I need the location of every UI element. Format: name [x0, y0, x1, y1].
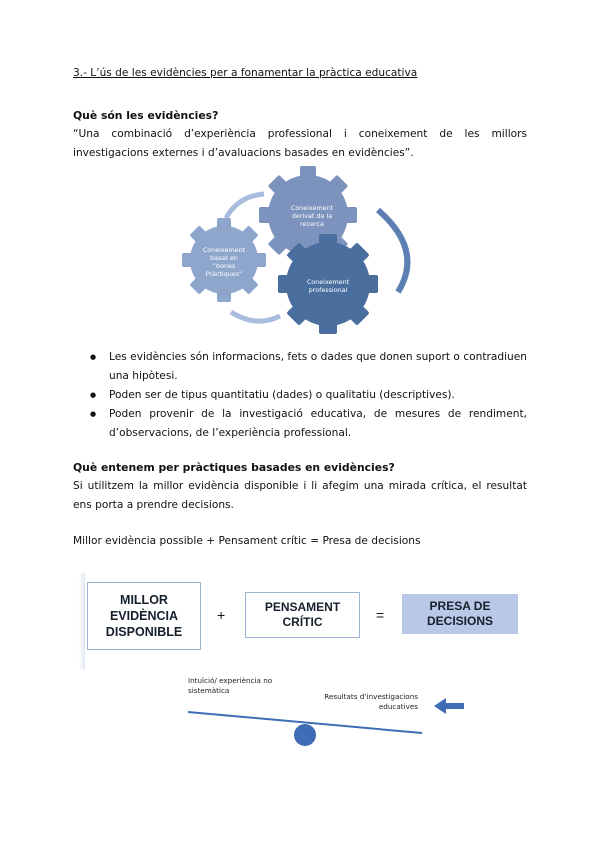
bullet-item: ● Poden ser de tipus quantitatiu (dades) o qualitatiu (descriptives).: [91, 386, 527, 405]
practices-paragraph: Si utilitzem la millor evidència disponible i li afegim una mirada crítica, el resultat ens porta a prendre decisions.: [73, 480, 527, 511]
arrow-left-top: [226, 194, 264, 218]
gear-top-line-2: derivat de la: [291, 212, 333, 220]
section-title: 3.- L’ús de les evidències per a fonamentar la pràctica educativa: [73, 67, 418, 79]
bullet-item: ● Les evidències són informacions, fets o dades que donen suport o contradiuen una hipòtesi.: [91, 348, 527, 386]
evidence-bullet-list: [91, 348, 527, 443]
gear-professional: [278, 234, 378, 334]
arrow-left-icon: [434, 698, 464, 714]
gear-bottom-line-1: Coneixement: [306, 278, 350, 286]
gear-left-line-4: Pràctiques”: [205, 270, 243, 278]
gear-top-line-3: recerca: [300, 220, 324, 228]
box-best-evidence: [87, 582, 201, 650]
gear-bottom-line-2: professional: [308, 286, 348, 294]
gear-good-practices: [182, 218, 266, 302]
box-critical-thinking-label: PENSAMENT CRÍTIC: [264, 600, 341, 629]
box-decision-making: [402, 594, 518, 634]
gears-diagram: [176, 160, 432, 350]
gear-left-line-1: Coneixement: [202, 246, 246, 254]
quote-definition: “Una combinació d’experiència professional i coneixement de les millors investigacions externes i d’avaluacions basades en evidències”.: [73, 128, 527, 159]
equals-sign: =: [376, 607, 385, 623]
gear-left-line-3: “bones: [212, 262, 236, 270]
balance-left-label: Intuïció/ experiència no sistemàtica: [188, 676, 273, 695]
gear-top-line-1: Coneixement: [290, 204, 334, 212]
arrow-bottom: [231, 312, 280, 321]
box-decision-making-label: PRESA DE DECISIONS: [426, 599, 493, 628]
balance-graphic: [186, 690, 476, 750]
arrow-right: [378, 210, 407, 292]
plus-sign: +: [217, 607, 226, 623]
balance-right-label: Resultats d’investigacions educatives: [324, 692, 418, 711]
heading-what-are-evidences: Què són les evidències?: [73, 109, 219, 122]
bullet-item: ● Poden provenir de la investigació educativa, de mesures de rendiment, d’observacions, de l’experiència professional.: [91, 405, 527, 443]
box-critical-thinking: [245, 592, 360, 638]
decision-formula: Millor evidència possible + Pensament crític = Presa de decisions: [73, 535, 421, 547]
box-best-evidence-label: MILLOR EVIDÈNCIA DISPONIBLE: [105, 593, 183, 639]
diagram-left-shade: [79, 573, 85, 669]
balance-fulcrum: [294, 724, 316, 746]
gear-left-line-2: basat en: [210, 254, 238, 262]
heading-evidence-based-practices: Què entenem per pràctiques basades en evidències?: [73, 461, 395, 474]
